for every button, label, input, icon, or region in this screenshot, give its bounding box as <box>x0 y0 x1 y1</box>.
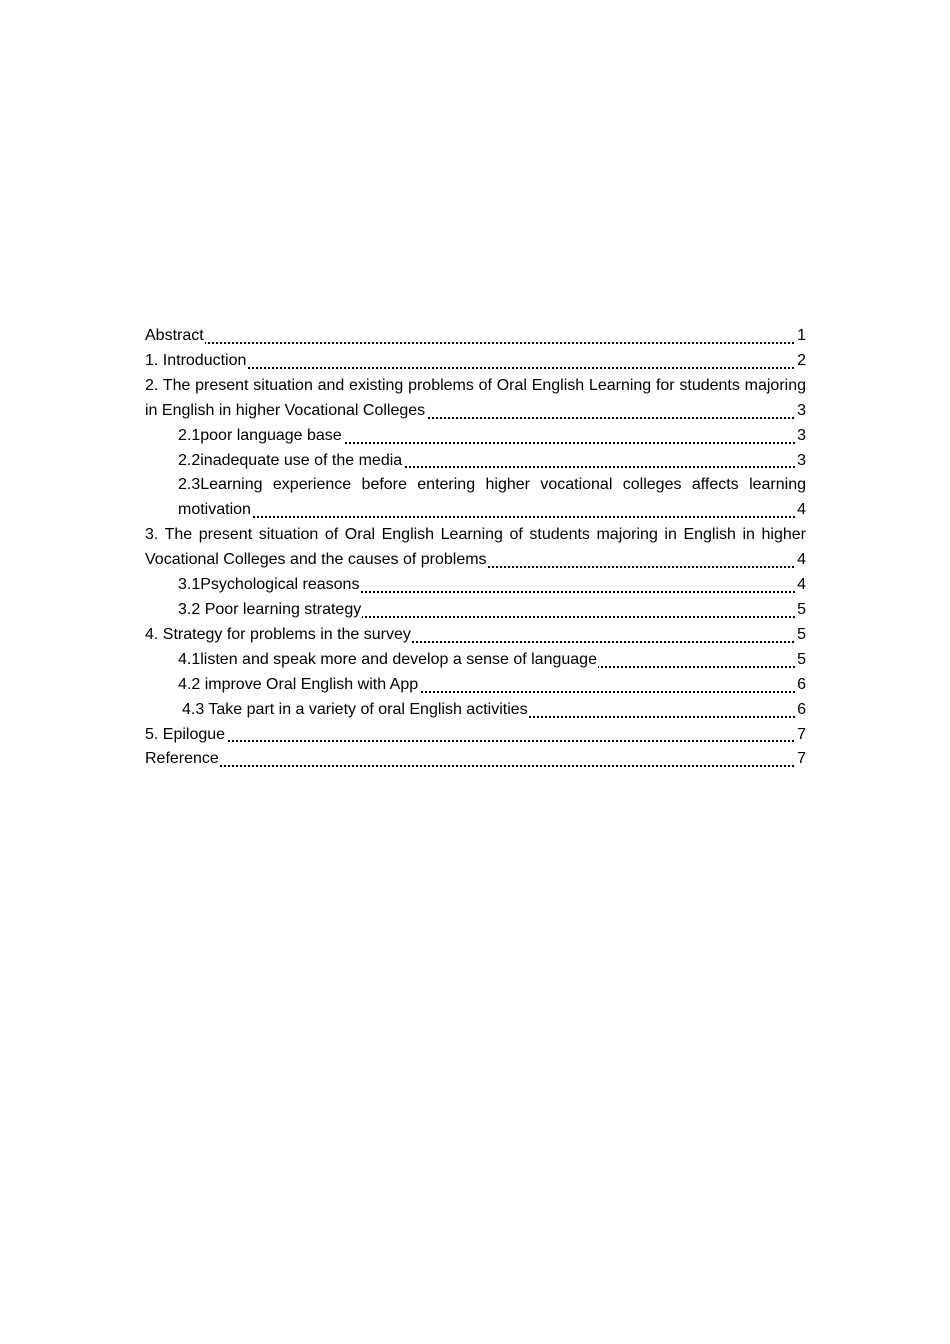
toc-entry-section-3[interactable] <box>145 523 806 573</box>
toc-entry-page: 7 <box>795 747 806 772</box>
toc-entry-introduction[interactable] <box>145 349 806 374</box>
toc-entry-section-4[interactable] <box>145 623 806 648</box>
toc-entry-section-3-1[interactable] <box>178 573 806 598</box>
toc-entry-title: 2.1poor language base <box>178 426 342 444</box>
toc-entry-section-3-2[interactable] <box>178 598 806 623</box>
table-of-contents <box>145 324 806 772</box>
toc-entry-page: 4 <box>795 498 806 523</box>
toc-entry-page: 3 <box>795 399 806 424</box>
toc-entry-page: 3 <box>795 424 806 449</box>
toc-entry-abstract[interactable] <box>145 324 806 349</box>
toc-entry-title: 2.2inadequate use of the media <box>178 451 403 469</box>
toc-entry-title: Abstract <box>145 327 204 344</box>
toc-entry-section-4-1[interactable] <box>178 648 806 673</box>
toc-entry-title: 5. Epilogue <box>145 725 226 743</box>
toc-entry-title: 1. Introduction <box>145 351 247 369</box>
toc-entry-title: Reference <box>145 750 219 768</box>
toc-entry-section-4-2[interactable] <box>178 673 806 698</box>
toc-entry-page: 5 <box>795 623 806 648</box>
toc-entry-page: 2 <box>795 349 806 374</box>
toc-entry-section-4-3[interactable] <box>182 698 806 723</box>
toc-entry-title: 2.3Learning experience before entering higher vocational colleges affects learning motivation <box>178 476 806 519</box>
toc-entry-title: 4.2 improve Oral English with App <box>178 675 419 693</box>
toc-entry-epilogue[interactable] <box>145 723 806 748</box>
toc-entry-page: 4 <box>795 573 806 598</box>
toc-entry-section-2[interactable] <box>145 374 806 424</box>
toc-entry-page: 3 <box>795 449 806 474</box>
toc-entry-title: 4. Strategy for problems in the survey <box>145 625 411 643</box>
toc-entry-title: 2. The present situation and existing problems of Oral English Learning for students majoring in English in higher Vocational Colleges <box>145 376 806 419</box>
toc-entry-section-2-2[interactable] <box>178 449 806 474</box>
toc-entry-page: 1 <box>795 324 806 349</box>
toc-entry-page: 6 <box>795 673 806 698</box>
toc-entry-section-2-3[interactable] <box>178 473 806 523</box>
toc-entry-title: 3.2 Poor learning strategy <box>178 600 362 618</box>
toc-entry-title: 4.1listen and speak more and develop a sense of language <box>178 650 597 668</box>
toc-entry-page: 4 <box>795 548 806 573</box>
toc-entry-page: 6 <box>795 698 806 723</box>
toc-entry-title: 3. The present situation of Oral English Learning of students majoring in English in higher Vocational Colleges and the causes of problems <box>145 526 806 569</box>
toc-entry-page: 7 <box>795 723 806 748</box>
toc-entry-page: 5 <box>795 648 806 673</box>
toc-entry-page: 5 <box>795 598 806 623</box>
toc-entry-section-2-1[interactable] <box>178 424 806 449</box>
toc-entry-title: 4.3 Take part in a variety of oral English activities <box>182 700 528 718</box>
toc-entry-title: 3.1Psychological reasons <box>178 576 360 594</box>
toc-entry-reference[interactable] <box>145 747 806 772</box>
